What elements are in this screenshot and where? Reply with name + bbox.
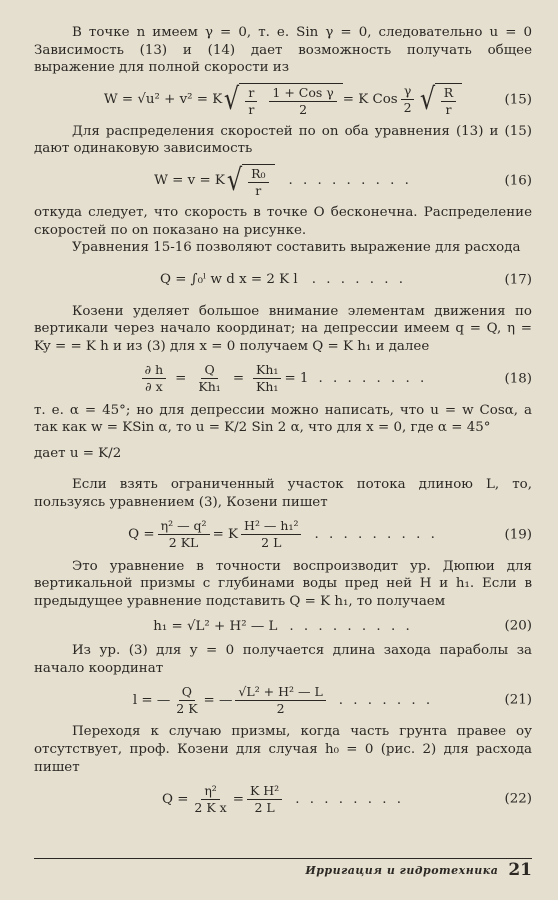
- paragraph: Уравнения 15-16 позволяют составить выражение для расхода: [72, 240, 521, 256]
- paragraph: Это уравнение в точности воспроизводит ур. Дюпюи для вертикальной призмы с глубинами воды пред ней H и h₁. Если в предыдущее уравнение подставить Q = K h₁, то получаем: [34, 558, 532, 609]
- paragraph: откуда следует, что скорость в точке О бесконечна. Распределение скоростей по оn показано на рисунке.: [34, 204, 532, 238]
- equation-15: W = √u² + v² = K √ $\frac{r}{r}$ $\frac{\text{1 + Cos γ}}{2}$ = K Cos $\frac{\gamma}{2}$ √ $\frac{R}{r}$ (15): [103, 81, 532, 117]
- equation-21: l = — $\frac{Q}{2 K}$ = — $\frac{\text{√L² + H² — L}}{2}$ . . . . . . . (21): [132, 683, 532, 716]
- page-footer: [34, 858, 532, 881]
- paragraph: Для распределения скоростей по оn оба уравнения (13) и (15) дают одинаковую зависимость: [34, 123, 532, 157]
- equation-number: (19): [504, 527, 532, 542]
- equation-22: Q = $\frac{\text{η²}}{\text{2 K x}}$ = $\frac{\text{K H²}}{2 L}$ . . . . . . . . (22): [161, 782, 532, 815]
- paragraph: дает u = K/2: [34, 445, 122, 461]
- equation-number: (22): [504, 791, 532, 807]
- equation-number: (17): [504, 272, 532, 288]
- journal-title: Ирригация и гидротехника: [305, 863, 499, 877]
- equation-number: (20): [504, 618, 532, 634]
- page-number: 21: [508, 860, 532, 880]
- radical-sign: √: [224, 81, 240, 117]
- equation-16: W = v = K √ $\frac{\text{R₀}}{r}$ . . . . . . . . . (16): [154, 162, 532, 198]
- equation-number: (18): [504, 371, 532, 387]
- paragraph: В точке n имеем γ = 0, т. е. Sin γ = 0, следовательно u = 0 Зависимость (13) и (14) дает возможность получать общее выражение для полной скорости из: [34, 25, 532, 76]
- paragraph: Козени уделяет большое внимание элементам движения по вертикали через начало координат; на депрессии имеем q = Q, η = Ky = = K h и из (3) для x = 0 получаем Q = K h₁ и далее: [34, 303, 532, 354]
- equation-18: $\frac{\partial h}{\partial x}$ = $\frac{Q}{\text{Kh₁}}$ = $\frac{\text{Kh₁}}{\text{Kh₁}}$ = 1 . . . . . . . . (18): [34, 359, 532, 399]
- equation-number: (21): [504, 692, 532, 708]
- equation-number: (15): [504, 92, 532, 108]
- paragraph: Из ур. (3) для y = 0 получается длина захода параболы за начало координат: [34, 643, 532, 676]
- paragraph: Если взять ограниченный участок потока длиною L, то, пользуясь уравнением (3), Козени пишет: [34, 477, 532, 510]
- equation-20: h₁ = √L² + H² — L . . . . . . . . . (20): [153, 618, 532, 634]
- equation-19: Q = $\frac{\text{η² — q²}}{2 KL}$ = K $\frac{\text{H² — h₁²}}{2 L}$ . . . . . . . . . (19): [128, 518, 532, 550]
- eq15-lhs: W = √u² + v² = K: [103, 92, 223, 108]
- paragraph: т. е. α = 45°; но для депрессии можно написать, что u = w Cosα, а так как w = KSin α, то u = K/2 Sin 2 α, что для x = 0, где α = 45°: [34, 402, 532, 436]
- paragraph: Переходя к случаю призмы, когда часть грунта правее оу отсутствует, проф. Козени для случая h₀ = 0 (рис. 2) для расхода пишет: [34, 724, 532, 775]
- equation-17: Q = ∫₀ˡ w d x = 2 K l . . . . . . . (17): [159, 272, 532, 288]
- equation-number: (16): [504, 173, 532, 189]
